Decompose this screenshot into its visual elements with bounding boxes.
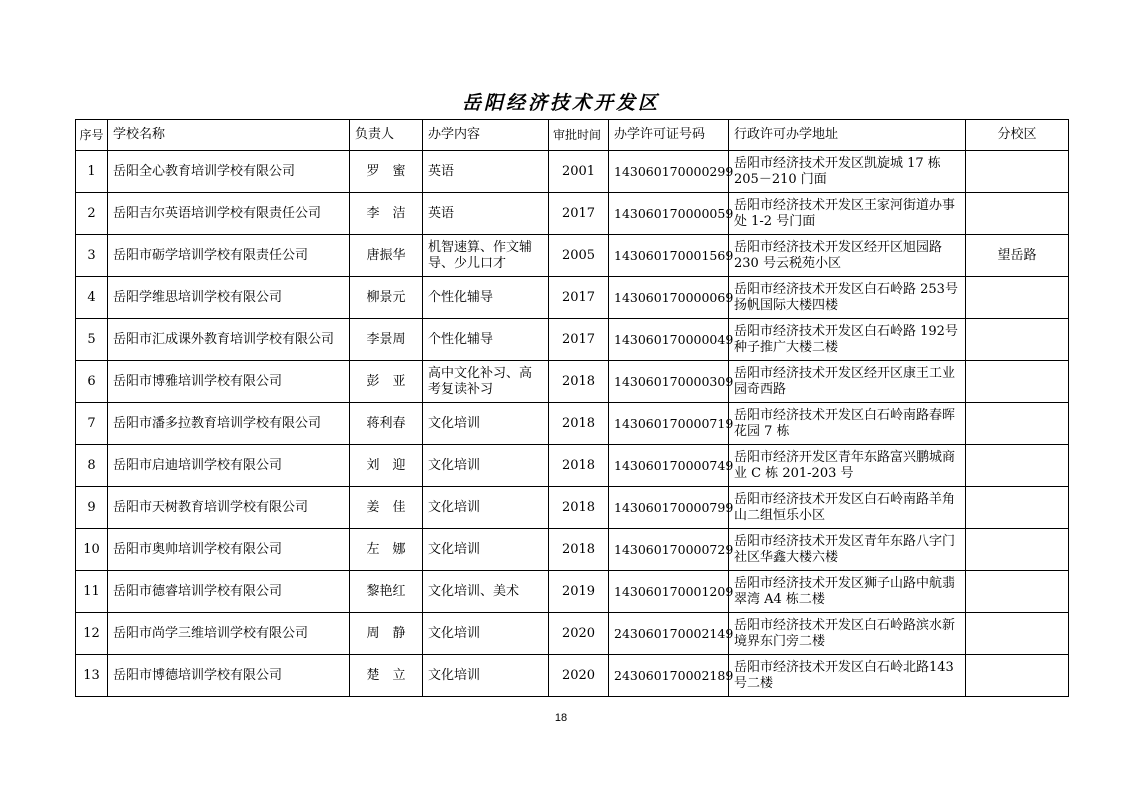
cell-school-name: 岳阳市启迪培训学校有限公司	[108, 445, 350, 487]
cell-branch	[966, 193, 1069, 235]
header-seq: 序号	[76, 120, 108, 151]
table-row	[76, 403, 1069, 445]
table-row	[76, 445, 1069, 487]
cell-branch	[966, 613, 1069, 655]
table-row	[76, 319, 1069, 361]
cell-license: 143060170000799	[609, 487, 729, 529]
cell-branch	[966, 403, 1069, 445]
cell-person: 姜 佳	[350, 487, 423, 529]
cell-year: 2020	[549, 613, 609, 655]
cell-year: 2005	[549, 235, 609, 277]
cell-content: 文化培训、美术	[423, 571, 549, 613]
cell-school-name: 岳阳市潘多拉教育培训学校有限公司	[108, 403, 350, 445]
cell-branch	[966, 571, 1069, 613]
cell-address: 岳阳市经济技术开发区白石岭路 253号扬帆国际大楼四楼	[729, 277, 966, 319]
cell-content: 个性化辅导	[423, 277, 549, 319]
cell-address: 岳阳市经济开发区青年东路富兴鹏城商业 C 栋 201-203 号	[729, 445, 966, 487]
cell-license: 143060170000049	[609, 319, 729, 361]
cell-license: 143060170000069	[609, 277, 729, 319]
cell-school-name: 岳阳学维思培训学校有限公司	[108, 277, 350, 319]
table-row	[76, 613, 1069, 655]
cell-school-name: 岳阳全心教育培训学校有限公司	[108, 151, 350, 193]
cell-school-name: 岳阳吉尔英语培训学校有限责任公司	[108, 193, 350, 235]
cell-content: 英语	[423, 151, 549, 193]
cell-branch	[966, 319, 1069, 361]
cell-content: 英语	[423, 193, 549, 235]
cell-address: 岳阳市经济技术开发区经开区旭园路 230 号云税苑小区	[729, 235, 966, 277]
cell-school-name: 岳阳市德睿培训学校有限公司	[108, 571, 350, 613]
cell-branch	[966, 277, 1069, 319]
cell-content: 文化培训	[423, 529, 549, 571]
cell-seq: 3	[76, 235, 108, 277]
table-row	[76, 571, 1069, 613]
cell-address: 岳阳市经济技术开发区白石岭路滨水新境界东门旁二楼	[729, 613, 966, 655]
cell-address: 岳阳市经济技术开发区王家河街道办事处 1-2 号门面	[729, 193, 966, 235]
cell-person: 罗 蜜	[350, 151, 423, 193]
cell-license: 143060170000719	[609, 403, 729, 445]
cell-branch	[966, 361, 1069, 403]
school-table	[75, 119, 1069, 697]
cell-address: 岳阳市经济技术开发区青年东路八字门社区华鑫大楼六楼	[729, 529, 966, 571]
cell-license: 243060170002189	[609, 655, 729, 697]
cell-branch: 望岳路	[966, 235, 1069, 277]
cell-person: 蒋利春	[350, 403, 423, 445]
cell-year: 2018	[549, 445, 609, 487]
header-school-name: 学校名称	[108, 120, 350, 151]
cell-year: 2018	[549, 361, 609, 403]
cell-seq: 7	[76, 403, 108, 445]
cell-branch	[966, 151, 1069, 193]
cell-license: 143060170000309	[609, 361, 729, 403]
cell-seq: 1	[76, 151, 108, 193]
table-row	[76, 235, 1069, 277]
cell-person: 李景周	[350, 319, 423, 361]
cell-seq: 5	[76, 319, 108, 361]
cell-school-name: 岳阳市尚学三维培训学校有限公司	[108, 613, 350, 655]
cell-seq: 2	[76, 193, 108, 235]
table-row	[76, 193, 1069, 235]
page-title: 岳阳经济技术开发区	[461, 92, 660, 114]
cell-license: 243060170002149	[609, 613, 729, 655]
cell-address: 岳阳市经济技术开发区白石岭北路143 号二楼	[729, 655, 966, 697]
header-address: 行政许可办学地址	[729, 120, 966, 151]
cell-year: 2020	[549, 655, 609, 697]
cell-school-name: 岳阳市天树教育培训学校有限公司	[108, 487, 350, 529]
table-row	[76, 277, 1069, 319]
table-body	[76, 151, 1069, 697]
cell-seq: 13	[76, 655, 108, 697]
cell-content: 文化培训	[423, 403, 549, 445]
cell-person: 彭 亚	[350, 361, 423, 403]
header-year: 审批时间	[549, 120, 609, 151]
cell-seq: 9	[76, 487, 108, 529]
cell-content: 文化培训	[423, 655, 549, 697]
cell-year: 2018	[549, 529, 609, 571]
cell-branch	[966, 487, 1069, 529]
cell-person: 唐振华	[350, 235, 423, 277]
cell-license: 143060170001569	[609, 235, 729, 277]
cell-school-name: 岳阳市汇成课外教育培训学校有限公司	[108, 319, 350, 361]
cell-address: 岳阳市经济技术开发区狮子山路中航翡翠湾 A4 栋二楼	[729, 571, 966, 613]
cell-school-name: 岳阳市博德培训学校有限公司	[108, 655, 350, 697]
header-content: 办学内容	[423, 120, 549, 151]
cell-seq: 11	[76, 571, 108, 613]
table-header-row	[76, 120, 1069, 151]
cell-person: 周 静	[350, 613, 423, 655]
cell-person: 左 娜	[350, 529, 423, 571]
cell-license: 143060170000749	[609, 445, 729, 487]
cell-year: 2018	[549, 403, 609, 445]
cell-year: 2017	[549, 193, 609, 235]
cell-person: 刘 迎	[350, 445, 423, 487]
cell-seq: 8	[76, 445, 108, 487]
cell-license: 143060170000299	[609, 151, 729, 193]
cell-content: 高中文化补习、高考复读补习	[423, 361, 549, 403]
cell-address: 岳阳市经济技术开发区白石岭南路春晖花园 7 栋	[729, 403, 966, 445]
table-row	[76, 361, 1069, 403]
cell-content: 机智速算、作文辅导、少儿口才	[423, 235, 549, 277]
table-row	[76, 487, 1069, 529]
page-number: 18	[554, 712, 568, 724]
cell-year: 2019	[549, 571, 609, 613]
cell-branch	[966, 445, 1069, 487]
cell-seq: 12	[76, 613, 108, 655]
cell-year: 2018	[549, 487, 609, 529]
cell-address: 岳阳市经济技术开发区白石岭路 192号种子推广大楼二楼	[729, 319, 966, 361]
cell-content: 文化培训	[423, 445, 549, 487]
cell-content: 文化培训	[423, 613, 549, 655]
cell-school-name: 岳阳市博雅培训学校有限公司	[108, 361, 350, 403]
cell-person: 柳景元	[350, 277, 423, 319]
header-person: 负责人	[350, 120, 423, 151]
cell-school-name: 岳阳市奥帅培训学校有限公司	[108, 529, 350, 571]
cell-seq: 6	[76, 361, 108, 403]
cell-address: 岳阳市经济技术开发区凯旋城 17 栋205－210 门面	[729, 151, 966, 193]
cell-person: 黎艳红	[350, 571, 423, 613]
cell-branch	[966, 655, 1069, 697]
cell-address: 岳阳市经济技术开发区经开区康王工业园奇西路	[729, 361, 966, 403]
header-license: 办学许可证号码	[609, 120, 729, 151]
cell-branch	[966, 529, 1069, 571]
table-row	[76, 151, 1069, 193]
cell-address: 岳阳市经济技术开发区白石岭南路羊角山二组恒乐小区	[729, 487, 966, 529]
cell-school-name: 岳阳市砺学培训学校有限责任公司	[108, 235, 350, 277]
cell-license: 143060170000059	[609, 193, 729, 235]
cell-year: 2001	[549, 151, 609, 193]
table-row	[76, 655, 1069, 697]
cell-year: 2017	[549, 277, 609, 319]
cell-person: 李 洁	[350, 193, 423, 235]
cell-content: 个性化辅导	[423, 319, 549, 361]
header-branch: 分校区	[966, 120, 1069, 151]
cell-person: 楚 立	[350, 655, 423, 697]
cell-content: 文化培训	[423, 487, 549, 529]
cell-license: 143060170001209	[609, 571, 729, 613]
cell-seq: 4	[76, 277, 108, 319]
table-row	[76, 529, 1069, 571]
cell-seq: 10	[76, 529, 108, 571]
cell-license: 143060170000729	[609, 529, 729, 571]
cell-year: 2017	[549, 319, 609, 361]
